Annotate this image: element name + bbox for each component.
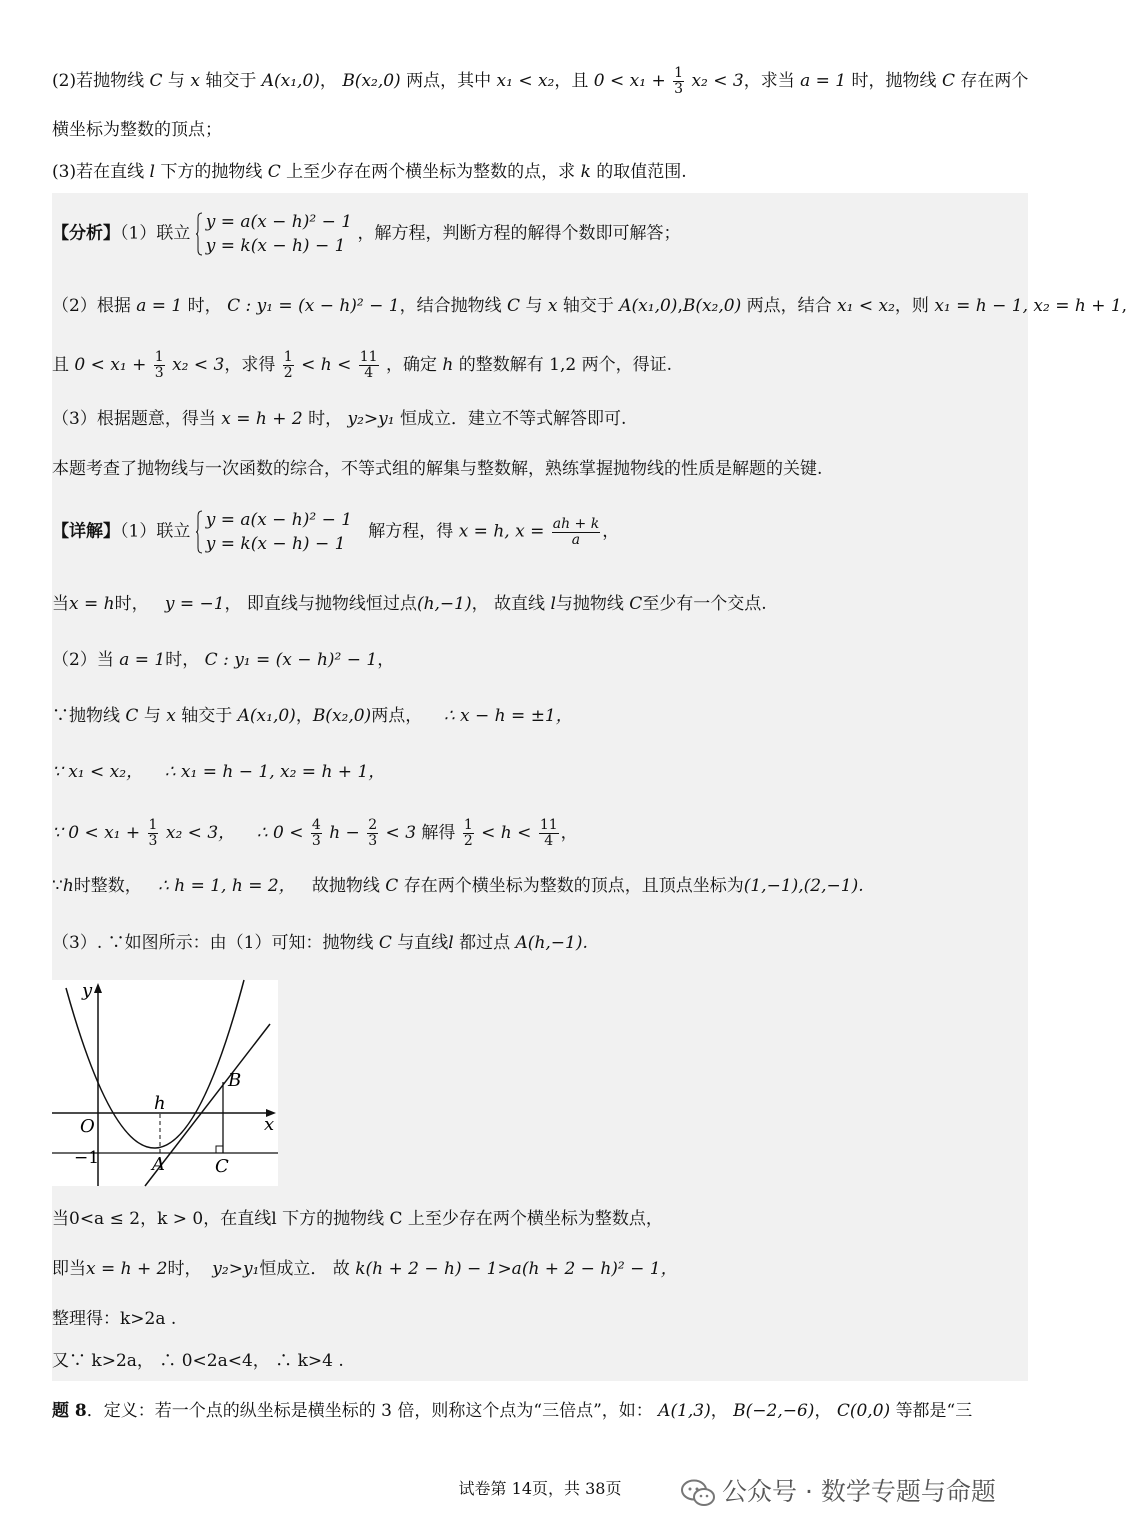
y2-gt-y1: y₂>y₁ <box>212 1259 260 1279</box>
analysis-p2-c: ，结合抛物线 <box>399 296 502 316</box>
var-C: C <box>629 594 643 614</box>
label-O: O <box>80 1116 95 1137</box>
equation-system <box>196 210 352 258</box>
q2-text-c: 轴交于 <box>205 71 257 91</box>
detail-p9: 当0<a ≤ 2，k > 0，在直线l 下方的抛物线 C 上至少存在两个横坐标为整数点， <box>52 1209 663 1229</box>
point-h-minus-1: (h,−1) <box>416 594 472 614</box>
detail-p7 <box>52 874 864 898</box>
analysis-p4 <box>52 407 626 431</box>
var-x: x <box>166 706 176 726</box>
point-A: A(x₁,0) <box>261 71 320 91</box>
point-B: B(x₂,0) <box>682 296 742 316</box>
detail-p8 <box>52 931 588 955</box>
a-eq-1: a = 1 <box>136 296 183 316</box>
y2-gt-y1: y₂>y₁ <box>347 409 395 429</box>
q3-text-c: 上至少存在两个横坐标为整数的点，求 <box>286 162 576 182</box>
h-range-mid: < h < <box>301 355 352 375</box>
analysis-p2-d: 与 <box>525 296 543 316</box>
x-eq-h-plus-2: x = h + 2 <box>86 1259 168 1279</box>
parabola-eq: C : y₁ = (x − h)² − 1 <box>227 296 400 316</box>
detail-p2-c: ， 即直线与抛物线恒过点 <box>224 594 417 614</box>
system-row2: y = k(x − h) − 1 <box>205 236 346 256</box>
analysis-p2-g: ，则 <box>894 296 929 316</box>
analysis-p1-b: ，解方程，判断方程的解得个数即可解答； <box>357 223 681 244</box>
cond-sum-post: x₂ < 3 <box>691 71 744 91</box>
detail-p6-d: h − <box>329 823 360 843</box>
frac-one-third: $\frac{1}{3}$ <box>154 349 164 381</box>
watermark <box>680 1472 996 1508</box>
point-A: A(x₁,0) <box>237 706 296 726</box>
analysis-p4-c: 恒成立．建立不等式解答即可. <box>400 409 627 429</box>
analysis-p2: （2）根据 a = 1 时， C : y₁ = (x − h)² − 1，结合抛物线 C 与 x 轴交于 A(x₁,0),B(x₂,0) 两点，结合 x₁ < x₂，则 x₁ = h − 1, x₂ = h + 1, <box>52 296 1127 316</box>
analysis-p2-f: 两点，结合 <box>746 296 832 316</box>
detail-p1: 【详解】（1）联立 y = a(x − h)² − 1 y = k(x − h) − 1 解方程，得 x = h, x = $\frac{ah + k}{a}$ ， <box>52 510 620 554</box>
cond-x1-lt-x2: x₁ < x₂ <box>837 296 895 316</box>
var-l: l <box>550 594 556 614</box>
detail-p7-e: 存在两个横坐标为整数的顶点，且顶点坐标为 <box>403 876 744 896</box>
frac-solution: $\frac{ah + k}{a}$ <box>552 515 600 548</box>
q8-line <box>52 1399 972 1423</box>
y-axis-arrow-icon <box>94 983 102 993</box>
q2-text-h: 时，抛物线 <box>851 71 937 91</box>
q8-text: ．定义：若一个点的纵坐标是横坐标的 3 倍，则称这个点为“三倍点”，如： <box>86 1401 653 1421</box>
q8-label: 题 8 <box>52 1401 87 1421</box>
detail-p7-c: ∴ h = 1, h = 2， <box>158 876 296 896</box>
q2-text-d: ， <box>319 71 337 91</box>
analysis-p3-d: 的整数解有 1,2 两个，得证. <box>458 355 672 375</box>
detail-p6-e: < 3 <box>385 823 417 843</box>
var-C: C <box>385 876 399 896</box>
equation-system <box>196 508 352 556</box>
detail-p1-a: （1）联立 <box>120 521 191 542</box>
q8-point-C: C(0,0) <box>836 1401 891 1421</box>
detail-p7-b: 时整数， <box>73 876 142 896</box>
analysis-p4-b: 时， <box>308 409 343 429</box>
detail-p4: ∵抛物线 C 与 x 轴交于 A(x₁,0)，B(x₂,0)两点， ∴ x − h = ±1， <box>52 706 573 726</box>
detail-p6-c: ∴ 0 < <box>256 823 304 843</box>
q8-tail: 等都是“三 <box>895 1401 973 1421</box>
detail-p5-a: ∵ x₁ < x₂， <box>52 762 144 782</box>
analysis-p1-a: （1）联立 <box>120 223 191 244</box>
x-eq-h-plus-2: x = h + 2 <box>221 409 303 429</box>
frac-half: $\frac{1}{2}$ <box>463 817 473 849</box>
var-h: h <box>442 355 454 375</box>
frac-one-third: $\frac{1}{3}$ <box>674 65 684 97</box>
page-number: 试卷第 14页，共 38页 <box>458 1479 622 1498</box>
analysis-summary: 本题考查了抛物线与一次函数的综合，不等式组的解集与整数解，熟练掌握抛物线的性质是解题的关键. <box>52 459 823 479</box>
system-row1: y = a(x − h)² − 1 <box>205 510 353 530</box>
label-h: h <box>154 1093 166 1114</box>
frac-eleven-fourths: $\frac{11}{4}$ <box>359 349 378 381</box>
detail-p12: 又∵ k>2a， ∴ 0<2a<4， ∴ k>4 . <box>52 1351 344 1371</box>
label-minus-1: −1 <box>74 1148 100 1168</box>
a-eq-1: a = 1 <box>119 650 166 670</box>
frac-two-thirds: $\frac{2}{3}$ <box>368 817 378 849</box>
cond-sum-post: x₂ < 3 <box>172 355 225 375</box>
detail-p6: ∵ 0 < x₁ + $\frac{1}{3}$ x₂ < 3， ∴ 0 < $\frac{4}{3}$ h − $\frac{2}{3}$ < 3 解得 $\frac{1}{2}$ < h < $\frac{11}{4}$ ， <box>52 817 578 849</box>
label-x: x <box>264 1114 275 1135</box>
detail-p11: 整理得：k>2a . <box>52 1309 177 1329</box>
x1-x2-values: x₁ = h − 1, x₂ = h + 1 <box>934 296 1122 316</box>
var-l: l <box>149 162 155 182</box>
detail-p7-a: ∵ <box>52 876 63 896</box>
detail-p2-e: 与抛物线 <box>555 594 624 614</box>
q8-sep: ， <box>710 1401 728 1421</box>
var-x: x <box>547 296 558 316</box>
q2-text-i: 存在两个 <box>960 71 1029 91</box>
detail-p2-b: 时， <box>114 594 149 614</box>
watermark-text: 公众号 · 数学专题与命题 <box>722 1477 996 1506</box>
q2-text-a: (2)若抛物线 <box>52 71 145 91</box>
var-l: l <box>448 933 454 953</box>
detail-p4-e: ∴ x − h = ±1， <box>443 706 573 726</box>
analysis-p3-c: ，确定 <box>385 355 437 375</box>
label-y: y <box>82 980 93 1001</box>
detail-p2-f: 至少有一个交点. <box>642 594 767 614</box>
page-footer <box>0 1468 1080 1508</box>
detail-p6-b: x₂ < 3， <box>165 823 236 843</box>
detail-p10 <box>52 1257 678 1281</box>
var-C: C <box>941 71 955 91</box>
var-x: x <box>190 71 200 91</box>
a-eq-1: a = 1 <box>800 71 847 91</box>
detail-p10-a: 即当 <box>52 1259 86 1279</box>
detail-p8-d: A(h,−1). <box>515 933 588 953</box>
detail-p4-b: 与 <box>143 706 161 726</box>
label-B: B <box>228 1070 242 1091</box>
q8-point-A: A(1,3) <box>658 1401 711 1421</box>
cond-x1-lt-x2: x₁ < x₂ <box>496 71 555 91</box>
detail-p2-d: ， 故直线 <box>471 594 546 614</box>
detail-p5-b: ∴ x₁ = h − 1, x₂ = h + 1， <box>164 762 386 782</box>
h-range-mid: < h < <box>481 823 532 843</box>
var-C: C <box>125 706 139 726</box>
point-A: A(x₁,0) <box>619 296 678 316</box>
detail-p8-c: 都过点 <box>459 933 511 953</box>
detail-p4-a: ∵抛物线 <box>52 706 120 726</box>
q8-point-B: B(−2,−6) <box>733 1401 815 1421</box>
q3-text-d: 的取值范围. <box>596 162 687 182</box>
x-eq-h: x = h <box>69 594 115 614</box>
q3-text-a: (3)若在直线 <box>52 162 145 182</box>
parabola-figure-svg <box>52 980 278 1186</box>
analysis-label: 【分析】 <box>52 223 120 244</box>
label-C: C <box>215 1156 229 1177</box>
analysis-p3-b: ，求得 <box>224 355 276 375</box>
q2-text-f: ，且 <box>554 71 589 91</box>
var-C: C <box>267 162 281 182</box>
brace-icon <box>196 510 203 554</box>
point-B: B(x₂,0) <box>342 71 401 91</box>
detail-p3: （2）当 a = 1时， C : y₁ = (x − h)² − 1， <box>52 650 395 670</box>
q2-text-g: ，求当 <box>743 71 795 91</box>
q2-text-e: 两点，其中 <box>406 71 492 91</box>
q2-line1 <box>52 66 1028 97</box>
system-row1: y = a(x − h)² − 1 <box>205 212 353 232</box>
q3-line <box>52 160 687 184</box>
detail-p6-f: 解得 <box>421 823 456 843</box>
detail-p10-d: k(h + 2 − h) − 1>a(h + 2 − h)² − 1， <box>355 1259 678 1279</box>
q2-line2: 横坐标为整数的顶点； <box>52 120 222 140</box>
q2-text-b: 与 <box>167 71 185 91</box>
var-k: k <box>580 162 591 182</box>
detail-label: 【详解】 <box>52 521 120 542</box>
analysis-p2-e: 轴交于 <box>562 296 614 316</box>
detail-p3-a: （2）当 <box>52 650 114 670</box>
analysis-p2-b: 时， <box>187 296 222 316</box>
var-C: C <box>378 933 392 953</box>
var-C: C <box>507 296 521 316</box>
detail-p6-a: ∵ 0 < x₁ + <box>52 823 141 843</box>
q3-text-b: 下方的抛物线 <box>160 162 263 182</box>
var-h: h <box>62 876 74 896</box>
frac-half: $\frac{1}{2}$ <box>283 349 293 381</box>
wechat-icon <box>680 1478 716 1508</box>
y-eq-minus-1: y = −1 <box>164 594 225 614</box>
cond-sum-pre: 0 < x₁ + <box>74 355 147 375</box>
cond-sum-pre: 0 < x₁ + <box>593 71 666 91</box>
detail-p1-b: 解方程，得 <box>368 521 454 542</box>
brace-icon <box>196 212 203 256</box>
detail-p3-b: 时， <box>165 650 200 670</box>
analysis-p4-a: （3）根据题意，得当 <box>52 409 216 429</box>
detail-p4-c: 轴交于 <box>181 706 233 726</box>
parabola-eq: C : y₁ = (x − h)² − 1 <box>204 650 378 670</box>
frac-one-third: $\frac{1}{3}$ <box>148 817 158 849</box>
detail-p10-c: 恒成立． 故 <box>259 1259 350 1279</box>
detail-p2-a: 当 <box>52 594 69 614</box>
detail-p7-d: 故抛物线 <box>311 876 380 896</box>
label-A: A <box>152 1154 165 1175</box>
frac-four-thirds: $\frac{4}{3}$ <box>311 817 321 849</box>
detail-p5 <box>52 760 385 784</box>
point-B: B(x₂,0) <box>312 706 372 726</box>
system-row2: y = k(x − h) − 1 <box>205 534 346 554</box>
parabola-figure <box>52 980 278 1186</box>
analysis-p1 <box>52 210 680 258</box>
q8-sep: ， <box>814 1401 832 1421</box>
analysis-p3 <box>52 350 672 381</box>
right-angle-mark <box>216 1146 223 1153</box>
detail-p2 <box>52 592 767 616</box>
detail-p10-b: 时， <box>167 1259 202 1279</box>
analysis-p3-a: 且 <box>52 355 69 375</box>
analysis-p2-a: （2）根据 <box>52 296 131 316</box>
detail-p8-a: （3）. ∵如图所示：由（1）可知：抛物线 <box>52 933 374 953</box>
var-C: C <box>149 71 163 91</box>
vertex-coords: (1,−1),(2,−1). <box>743 876 864 896</box>
frac-eleven-fourths: $\frac{11}{4}$ <box>539 817 558 849</box>
detail-p4-d: 两点， <box>371 706 423 726</box>
solution-x: x = h, x = <box>458 521 545 542</box>
detail-p8-b: 与直线 <box>397 933 449 953</box>
